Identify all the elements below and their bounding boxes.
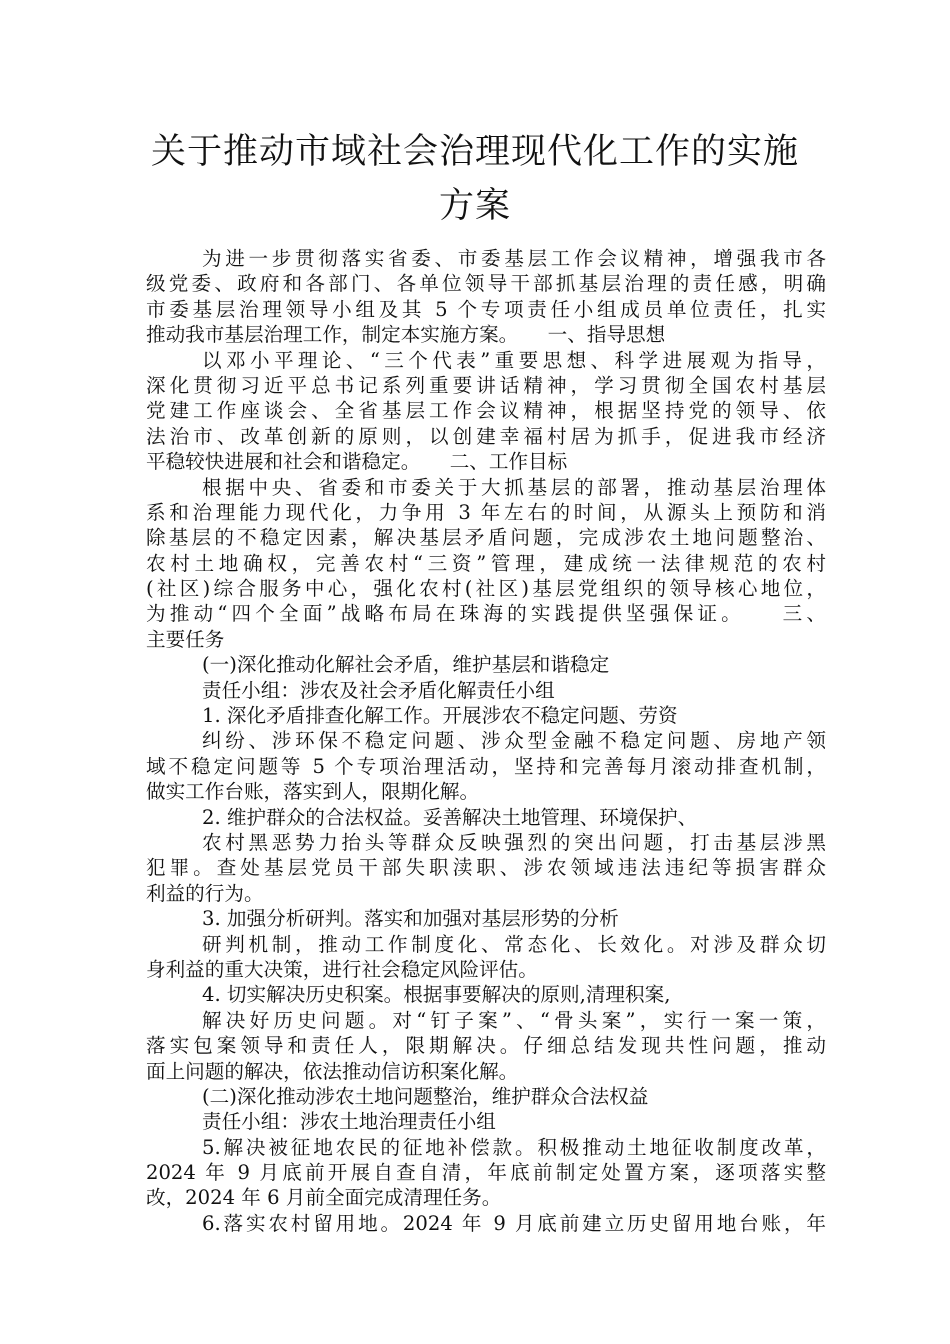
body-line: 5.解决被征地农民的征地补偿款。积极推动土地征收制度改革， — [202, 1135, 826, 1159]
body-line: 3. 加强分析研判。落实和加强对基层形势的分析 — [202, 907, 619, 931]
body-line: 1. 深化矛盾排查化解工作。开展涉农不稳定问题、劳资 — [202, 704, 678, 728]
body-line: 改，2024 年 6 月前全面完成清理任务。 — [146, 1186, 502, 1210]
body-line: 域不稳定问题等 5 个专项治理活动，坚持和完善每月滚动排查机制， — [146, 754, 826, 778]
body-line: 责任小组：涉农土地治理责任小组 — [202, 1110, 496, 1134]
body-line: 责任小组：涉农及社会矛盾化解责任小组 — [202, 678, 555, 702]
body-line: 犯罪。查处基层党员干部失职渎职、涉农领域违法违纪等损害群众 — [146, 856, 826, 880]
body-line: 纠纷、涉环保不稳定问题、涉众型金融不稳定问题、房地产领 — [202, 729, 826, 753]
body-line: 利益的行为。 — [146, 881, 264, 905]
document-body — [146, 246, 826, 1236]
body-line: 平稳较快进展和社会和谐稳定。 二、工作目标 — [146, 450, 568, 474]
body-line: 2024 年 9 月底前开展自查自清，年底前制定处置方案，逐项落实整 — [146, 1161, 826, 1185]
body-line: 党建工作座谈会、全省基层工作会议精神，根据坚持党的领导、依 — [146, 399, 826, 423]
body-line: (一)深化推动化解社会矛盾，维护基层和谐稳定 — [202, 653, 610, 677]
body-line: 主要任务 — [146, 627, 225, 651]
body-line: 4. 切实解决历史积案。根据事要解决的原则,清理积案, — [202, 983, 671, 1007]
body-line: 法治市、改革创新的原则，以创建幸福村居为抓手，促进我市经济 — [146, 424, 826, 448]
document-title-line-2: 方案 — [438, 186, 511, 226]
body-line: 市委基层治理领导小组及其 5 个专项责任小组成员单位责任，扎实 — [146, 297, 826, 321]
document-title-line-1: 关于推动市域社会治理现代化工作的实施 — [150, 132, 799, 172]
body-line: (社区)综合服务中心，强化农村(社区)基层党组织的领导核心地位， — [146, 577, 826, 601]
body-line: 面上问题的解决，依法推动信访积案化解。 — [146, 1059, 519, 1083]
body-line: 深化贯彻习近平总书记系列重要讲话精神，学习贯彻全国农村基层 — [146, 373, 826, 397]
body-line: 做实工作台账，落实到人，限期化解。 — [146, 780, 480, 804]
body-line: 解决好历史问题。对“钉子案”、“骨头案”，实行一案一策， — [202, 1008, 826, 1032]
body-line: 6.落实农村留用地。2024 年 9 月底前建立历史留用地台账，年 — [202, 1211, 826, 1235]
body-line: 为推动“四个全面”战略布局在珠海的实践提供坚强保证。 三、 — [146, 602, 826, 626]
body-line: 系和治理能力现代化，力争用 3 年左右的时间，从源头上预防和消 — [146, 500, 826, 524]
body-line: 农村土地确权，完善农村“三资”管理，建成统一法律规范的农村 — [146, 551, 826, 575]
body-line: 2. 维护群众的合法权益。妥善解决土地管理、环境保护、 — [202, 805, 698, 829]
body-line: 根据中央、省委和市委关于大抓基层的部署，推动基层治理体 — [202, 475, 826, 499]
body-line: 身利益的重大决策，进行社会稳定风险评估。 — [146, 957, 538, 981]
body-line: 除基层的不稳定因素，解决基层矛盾问题，完成涉农土地问题整治、 — [146, 526, 826, 550]
body-line: 落实包案领导和责任人，限期解决。仔细总结发现共性问题，推动 — [146, 1034, 826, 1058]
body-line: 以邓小平理论、“三个代表”重要思想、科学进展观为指导， — [202, 348, 826, 372]
body-line: 研判机制，推动工作制度化、常态化、长效化。对涉及群众切 — [202, 932, 826, 956]
body-line: 农村黑恶势力抬头等群众反映强烈的突出问题，打击基层涉黑 — [202, 830, 826, 854]
body-line: (二)深化推动涉农土地问题整治，维护群众合法权益 — [202, 1084, 649, 1108]
body-line: 级党委、政府和各部门、各单位领导干部抓基层治理的责任感，明确 — [146, 272, 826, 296]
body-line: 推动我市基层治理工作，制定本实施方案。 一、指导思想 — [146, 323, 666, 347]
body-line: 为进一步贯彻落实省委、市委基层工作会议精神，增强我市各 — [202, 247, 826, 270]
